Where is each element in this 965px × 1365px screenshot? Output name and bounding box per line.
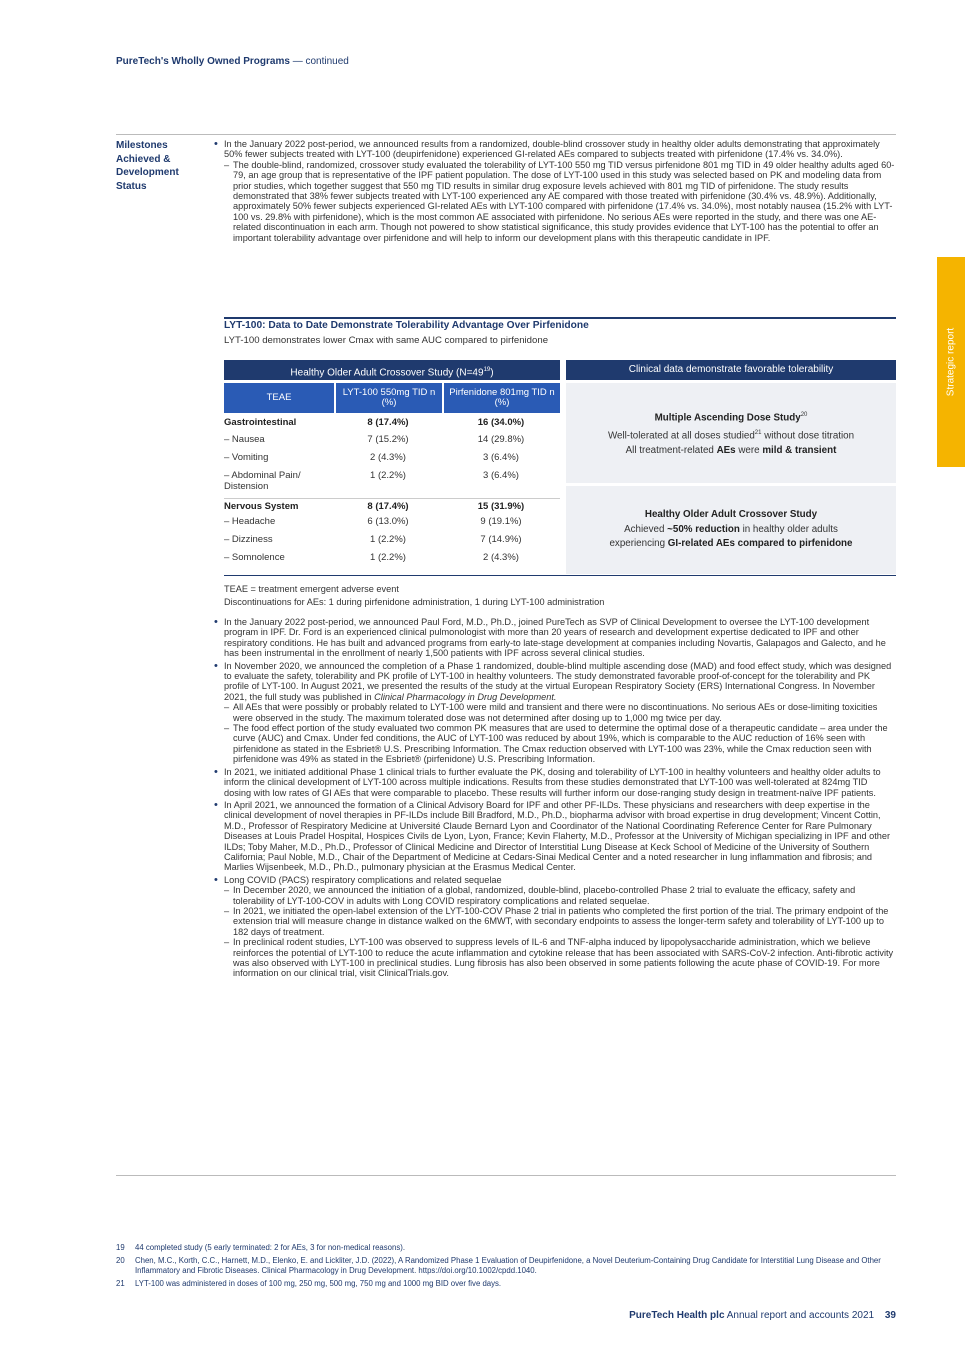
bottom-divider xyxy=(116,1175,896,1176)
lyt100-value: 6 (13.0%) xyxy=(367,516,409,527)
pirfenidone-value: 9 (19.1%) xyxy=(480,516,522,527)
favorable-tolerability-panel xyxy=(566,360,896,574)
sub-bullet-mad-aes: – All AEs that were possibly or probably related to LYT-100 were mild and transient and there were no discontinuations. No serious AEs or dose-limiting toxicities were observed in the study. The maximum tolerated dose was not determined after dosing up to 1,000 mg twice per day. xyxy=(224,702,878,723)
header-title: PureTech's Wholly Owned Programs xyxy=(116,56,290,67)
table-row xyxy=(224,552,560,570)
pirfenidone-value: 15 (31.9%) xyxy=(477,501,525,512)
lyt100-value: 8 (17.4%) xyxy=(367,501,409,512)
panel-title: Clinical data demonstrate favorable tolerability xyxy=(566,360,896,380)
sub-bullet-covid-extension: – In 2021, we initiated the open-label extension of the LYT-100-COV Phase 2 trial in patients who completed the first portion of the trial. The primary endpoint of the extension trial will measure change in distance walked on the 6MWT, with secondary endpoints to assess the longer-term safety and tolerability of LYT-100 up to 182 days of treatment. xyxy=(224,905,889,937)
row-label: – Nausea xyxy=(224,434,265,445)
figure-title: LYT-100: Data to Date Demonstrate Tolerability Advantage Over Pirfenidone xyxy=(224,320,589,331)
lyt100-value: 1 (2.2%) xyxy=(370,534,406,545)
top-divider xyxy=(116,134,896,135)
pirfenidone-value: 3 (6.4%) xyxy=(483,470,519,481)
table-row xyxy=(224,452,560,470)
figure-top-rule xyxy=(224,317,896,319)
table-row xyxy=(224,498,560,516)
lyt100-value: 7 (15.2%) xyxy=(367,434,409,445)
sub-bullet-food-effect: – The food effect portion of the study evaluated two common PK measures that are used to determine the optimal dose of a therapeutic candidate – area under the curve (AUC) and Cmax. Under fed conditions, the AUC of LYT-100 was reduced by about 19%, which is comparable to the AUC reduction of 16% seen with pirfenidone as stated in the Esbriet® U.S. Prescribing Information. The Cmax reduction observed with LYT-100 was 23%, while the Cmax reduction seen with pirfenidone was 49% as stated in the Esbriet® (pirfenidone) U.S. Prescribing Information. xyxy=(224,723,888,765)
footnote-20: 20 Chen, M.C., Korth, C.C., Harnett, M.D., Elenko, E. and Lickliter, J.D. (2022), A Randomized Phase 1 Evaluation of Deupirfenidone, a Novel Deuterium-Containing Drug Candidate for Interstitial Lung Disease and Other Inflammatory and Fibrotic Diseases. Clinical Pharmacology in Drug Development. https://doi.org/10.1002/cpdd.1040. xyxy=(116,1256,881,1275)
crossover-box-title: Healthy Older Adult Crossover Study xyxy=(644,509,818,521)
row-label: – Abdominal Pain/ Distension xyxy=(224,470,301,492)
teae-table xyxy=(224,360,560,570)
footnote-21: 21 LYT-100 was administered in doses of 100 mg, 250 mg, 500 mg, 750 mg and 1000 mg BID over five days. xyxy=(116,1279,502,1288)
bullet-advisory-board: • In April 2021, we announced the formation of a Clinical Advisory Board for IPF and other PF-ILDs. These physicians and researchers with deep expertise in the clinical development of novel therapies in PF-ILDs include Bill Bradford, M.D., Ph.D., biopharma advisor with broad expertise in drug development; Vincent Cottin, M.D., Professor of Respiratory Medicine at Université Claude Bernard Lyon and Coordinator of the National Coordinating Reference Center for Rare Pulmonary Diseases at Louis Pradel Hospital, Hospices Civils de Lyon, Lyon, France; Kevin Flaherty, M.D., Professor at the University of Michigan specializing in IPF and other ILDs; Toby Maher, M.D., Ph.D., Professor of Clinical Medicine and Director of Interstitial Lung Disease at Keck School of Medicine of the University of Southern California; Paul Noble, M.D., Chair of the Department of Medicine at Cedars-Sinai Medical Center and a noted researcher in lung inflammation and fibrosis; and Marlies Wijsenbeek, M.D., Ph.D., pulmonary physician at the Erasmus Medical Center. xyxy=(214,800,896,873)
mad-study-box: Multiple Ascending Dose Study$^{20}$ Well-tolerated at all doses studied$^{21}$ without dose titration All treatment-related AEs were mild & transient xyxy=(566,383,896,483)
row-label: – Dizziness xyxy=(224,534,273,545)
mad-box-title: Multiple Ascending Dose Study xyxy=(654,412,801,424)
pirfenidone-value: 14 (29.8%) xyxy=(477,434,525,445)
sub-bullet-covid-phase2: – In December 2020, we announced the initiation of a global, randomized, double-blind, placebo-controlled Phase 2 trial to evaluate the efficacy, safety and tolerability of LYT-100-COV in adults with Long COVID respiratory complications and related sequelae. xyxy=(224,885,856,906)
footnote-19: 19 44 completed study (5 early terminated: 2 for AEs, 3 for non-medical reasons). xyxy=(116,1243,405,1252)
note-teae: TEAE = treatment emergent adverse event xyxy=(224,584,399,594)
lyt100-value: 8 (17.4%) xyxy=(367,417,409,428)
bullet-paul-ford: • In the January 2022 post-period, we announced Paul Ford, M.D., Ph.D., joined PureTech as SVP of Clinical Development to oversee the LYT-100 development program in IPF. Dr. Ford is an experienced clinical pulmonologist with more than 20 years of research and development expertise dedicated to IPF and other respiratory conditions. He has built and advanced programs from early-to late-stage development at companies including Novartis, Galapagos and Galecto, and he has been instrumental in the enrollment of nearly 1,500 patients with IPF across several clinical studies. xyxy=(214,617,896,659)
pirfenidone-value: 7 (14.9%) xyxy=(480,534,522,545)
row-label: – Somnolence xyxy=(224,552,285,563)
table-row xyxy=(224,470,560,498)
main-bullets xyxy=(214,617,896,979)
figure-subtitle: LYT-100 demonstrates lower Cmax with same AUC compared to pirfenidone xyxy=(224,335,549,346)
section-side-tab[interactable] xyxy=(937,257,965,467)
bullet-mad-study: • In November 2020, we announced the completion of a Phase 1 randomized, double-blind multiple ascending dose (MAD) and food effect study, which was designed to evaluate the safety, tolerability and PK profile of LYT-100 in healthy volunteers. The study demonstrated favorable proof-of-concept for the tolerability and PK profile of LYT-100. In August 2021, we presented the results of the study at the virtual European Respiratory Society (ERS) International Congress. In November 2021, the full study was published in Clinical Pharmacology in Drug Development. xyxy=(214,661,896,703)
bullet-crossover-results: • In the January 2022 post-period, we announced results from a randomized, double-blind crossover study in healthy older adults demonstrating that approximately 50% fewer subjects treated with LYT-100 (deupirfenidone) experienced GI-related AEs compared to subjects treated with pirfenidone (17.4% vs. 34.0%). xyxy=(214,139,896,160)
sub-bullet-covid-preclinical: – In preclinical rodent studies, LYT-100 was observed to suppress levels of IL-6 and TNF-alpha induced by lipopolysaccharide administration, which we believe reinforces the potential of LYT-100 to reduce the acute inflammation and cytokine release that has been associated with SARS-CoV-2 infection. Anti-fibrotic activity was also observed with LYT-100 in preclinical studies. Lung fibrosis has also been observed in some patients following the acute phase of COVID-19. For more information on our clinical trial, visit ClinicalTrials.gov. xyxy=(224,937,894,979)
footer-report: Annual report and accounts 2021 xyxy=(726,1310,875,1321)
lyt100-value: 1 (2.2%) xyxy=(370,552,406,563)
pirfenidone-value: 16 (34.0%) xyxy=(477,417,525,428)
top-bullets xyxy=(214,139,896,243)
col-teae: TEAE xyxy=(224,383,334,413)
note-discontinuations: Discontinuations for AEs: 1 during pirfenidone administration, 1 during LYT-100 administration xyxy=(224,596,605,607)
bullet-phase1-2021: • In 2021, we initiated additional Phase 1 clinical trials to further evaluate the PK, dosing and tolerability of LYT-100 in healthy volunteers and healthy older adults to inform the clinical development of LYT-100 across multiple indications. Results from these studies demonstrated that LYT-100 was well-tolerated at 824mg TID dosing with low rates of GI AEs that were comparable to placebo. These results will further inform our dose-ranging study design in treatment-naïve IPF patients. xyxy=(214,767,896,798)
figure-notes xyxy=(224,583,604,608)
pirfenidone-value: 3 (6.4%) xyxy=(483,452,519,463)
row-label: Gastrointestinal xyxy=(224,417,297,428)
figure-bottom-rule xyxy=(224,575,896,576)
page-footer xyxy=(629,1310,896,1321)
teae-table-body xyxy=(224,417,560,570)
table-row xyxy=(224,516,560,534)
page-header xyxy=(116,56,349,67)
row-label: Nervous System xyxy=(224,501,299,512)
teae-table-title: Healthy Older Adult Crossover Study $(N=49^{19})$ xyxy=(224,360,560,380)
milestones-label: Milestones Achieved & Development Status xyxy=(116,140,179,192)
sub-bullet-crossover-design: – The double-blind, randomized, crossover study evaluated the tolerability of LYT-100 550 mg TID versus pirfenidone 801 mg TID in 49 older healthy adults aged 60-79, an age group that is representative of the IPF patient population. The dose of LYT-100 used in this study was selected based on PK and modeling data from prior studies, which together suggest that 550 mg TID results in similar drug exposure levels achieved with 801 mg TID of pirfenidone. The study results demonstrated that 38% fewer subjects treated with LYT-100 experienced any AE compared with those treated with pirfenidone (30.4% vs. 48.9%). Additionally, approximately 50% fewer subjects experienced GI-related AEs with LYT-100 compared with pirfenidone (17.4% vs. 34.0%), most notably nausea (15.2% with LYT-100 vs. 29.8% with pirfenidone), which is the most common AE associated with pirfenidone. No serious AEs were reported in the study, and there was one AE-related discontinuation in each arm. Though not powered to show statistical significance, this study provides evidence that LYT-100 has the potential to offer an important tolerability advantage over pirfenidone and will help to inform our development plans with this therapeutic candidate in IPF. xyxy=(224,159,895,243)
row-label: – Vomiting xyxy=(224,452,269,463)
table-row xyxy=(224,417,560,434)
lyt100-value: 1 (2.2%) xyxy=(370,470,406,481)
col-lyt100: LYT-100 550mg TID n (%) xyxy=(336,383,442,413)
pirfenidone-value: 2 (4.3%) xyxy=(483,552,519,563)
table-row xyxy=(224,434,560,452)
bullet-long-covid: • Long COVID (PACS) respiratory complications and related sequelae xyxy=(214,875,896,885)
footer-company: PureTech Health plc xyxy=(629,1310,725,1321)
tolerability-figure xyxy=(224,320,896,607)
page-number: 39 xyxy=(884,1310,896,1321)
col-pirfenidone: Pirfenidone 801mg TID n (%) xyxy=(444,383,560,413)
row-label: – Headache xyxy=(224,516,276,527)
crossover-study-box: Healthy Older Adult Crossover Study Achieved ~50% reduction in healthy older adults experiencing GI-related AEs compared to pirfenidone xyxy=(566,486,896,574)
header-continued: — continued xyxy=(292,56,349,67)
table-row xyxy=(224,534,560,552)
side-tab-label: Strategic report xyxy=(945,327,957,397)
teae-table-header xyxy=(224,383,560,413)
lyt100-value: 2 (4.3%) xyxy=(370,452,406,463)
